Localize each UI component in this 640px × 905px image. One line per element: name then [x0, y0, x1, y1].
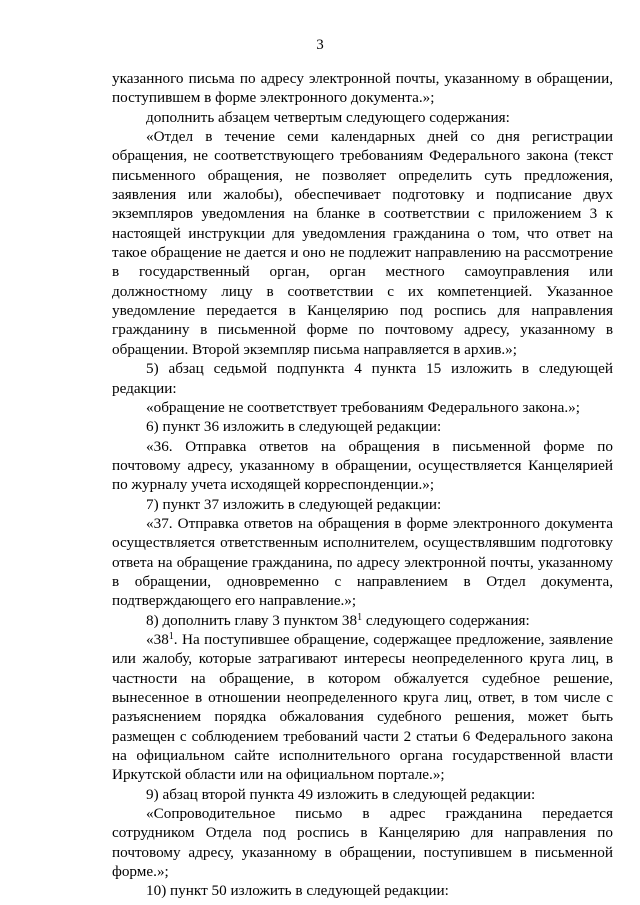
paragraph-3: «Отдел в течение семи календарных дней со дня регистрации обращения, не соответствующего требованиям Федерального закона (текст письменного обращения, не позволяет определить суть предложения, заявления или жалобы), обеспечивает подготовку и подписание двух экземпляров уведомления на бланке в соответствии с приложением 3 к настоящей инструкции для уведомления гражданина о том, что ответ на такое обращение не дается и оно не подлежит направлению на рассмотрение в государственный орган, орган местного самоуправления или должностному лицу в соответствии с их компетенцией. Указанное уведомление передается в Канцелярию под роспись для направления гражданину в письменной форме по почтовому адресу, указанному в обращении. Второй экземпляр письма направляется в архив.»; — [112, 128, 613, 358]
paragraph-12: 9) абзац второй пункта 49 изложить в следующей редакции: — [146, 785, 536, 803]
page-number: 3 — [316, 37, 324, 53]
paragraph-11 — [112, 630, 613, 785]
paragraph-6: 6) пункт 36 изложить в следующей редакции: — [146, 418, 442, 436]
document-body — [112, 69, 613, 901]
paragraph-10-text-a: 8) дополнить главу 3 пунктом 38 — [146, 611, 358, 629]
paragraph-10 — [112, 611, 613, 630]
paragraph-8: 7) пункт 37 изложить в следующей редакции: — [146, 495, 442, 513]
paragraph-1: указанного письма по адресу электронной почты, указанному в обращении, поступившем в форме электронного документа.»; — [112, 70, 613, 107]
paragraph-4: 5) абзац седьмой подпункта 4 пункта 15 изложить в следующей редакции: — [112, 360, 613, 397]
paragraph-10-text-b: следующего содержания: — [362, 611, 530, 629]
paragraph-11-text-b: . На поступившее обращение, содержащее предложение, заявление или жалобу, которые затрагивают интересы неопределенного круга лиц, в частности на обращение, в котором обжалуется судебное решение, вынесенное в отношении неопределенного круга лиц, ответ, в том числе с разъяснением порядка обжалования судебного решения, может быть размещен с соблюдением требований части 2 статьи 6 Федерального закона на официальном сайте исполнительного органа государственной власти Иркутской области или на официальном портале.»; — [112, 630, 613, 784]
paragraph-7: «36. Отправка ответов на обращения в письменной форме по почтовому адресу, указанному в обращении, осуществляется Канцелярией по журналу учета исходящей корреспонденции.»; — [112, 437, 613, 494]
paragraph-14: 10) пункт 50 изложить в следующей редакции: — [146, 882, 449, 900]
paragraph-13: «Сопроводительное письмо в адрес гражданина передается сотрудником Отдела под роспись в Канцелярию для направления по почтовому адресу, указанному в обращении, поступившем в письменной форме.»; — [112, 805, 613, 881]
paragraph-11-text-a: «38 — [146, 630, 169, 648]
paragraph-2: дополнить абзацем четвертым следующего содержания: — [146, 108, 510, 126]
paragraph-11-superscript: 1 — [168, 630, 174, 642]
paragraph-9: «37. Отправка ответов на обращения в форме электронного документа осуществляется ответственным исполнителем, осуществлявшим подготовку ответа на обращение гражданина, по адресу электронной почты, указанному в обращении, одновременно с направлением в Отдел документа, подтверждающего его направление.»; — [112, 514, 613, 610]
paragraph-10-superscript: 1 — [357, 611, 363, 623]
paragraph-5: «обращение не соответствует требованиям Федерального закона.»; — [146, 398, 580, 416]
